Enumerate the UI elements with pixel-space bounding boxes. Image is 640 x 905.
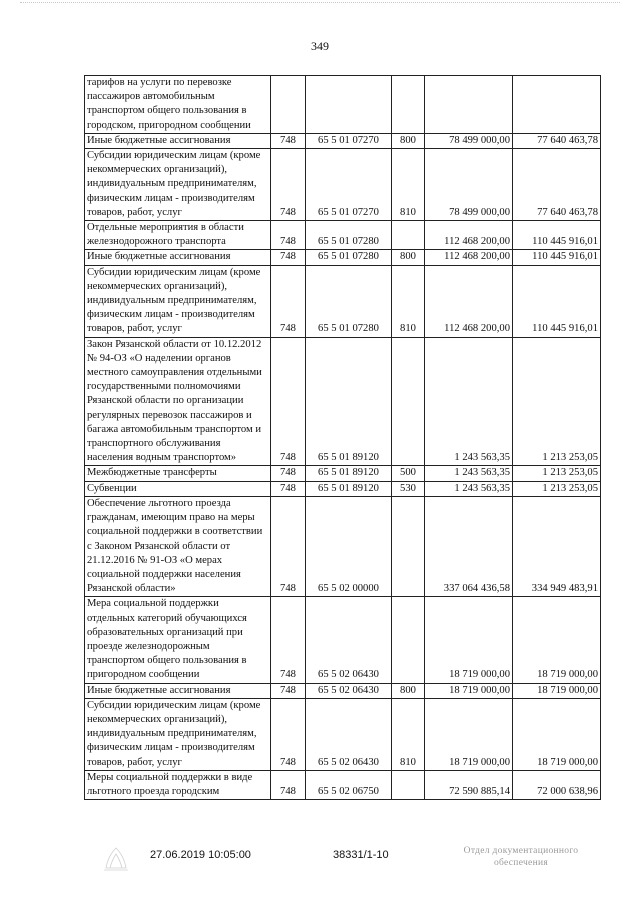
- footer-doc-number: 38331/1-10: [333, 849, 389, 861]
- table-row: [85, 770, 601, 799]
- cell-admin-code: 748: [271, 149, 306, 221]
- cell-name: Субвенции: [85, 481, 271, 496]
- cell-target-article: 65 5 02 00000: [306, 496, 392, 596]
- cell-expense-kind: 810: [392, 265, 425, 337]
- table-row: [85, 698, 601, 770]
- cell-amount-year2: 110 445 916,01: [513, 221, 601, 250]
- cell-expense-kind: [392, 221, 425, 250]
- cell-amount-year2: 18 719 000,00: [513, 698, 601, 770]
- cell-target-article: 65 5 02 06750: [306, 770, 392, 799]
- emblem-watermark: [96, 838, 136, 878]
- cell-amount-year1: [425, 76, 513, 134]
- table-row: [85, 597, 601, 683]
- cell-admin-code: 748: [271, 496, 306, 596]
- cell-amount-year2: 1 213 253,05: [513, 337, 601, 466]
- cell-amount-year1: 1 243 563,35: [425, 466, 513, 481]
- cell-target-article: 65 5 01 07280: [306, 221, 392, 250]
- cell-target-article: 65 5 01 89120: [306, 337, 392, 466]
- table-row: [85, 221, 601, 250]
- cell-name: Иные бюджетные ассигнования: [85, 133, 271, 148]
- cell-amount-year1: 18 719 000,00: [425, 597, 513, 683]
- table-row: [85, 76, 601, 134]
- cell-amount-year2: 110 445 916,01: [513, 265, 601, 337]
- cell-target-article: 65 5 01 07270: [306, 149, 392, 221]
- cell-admin-code: 748: [271, 133, 306, 148]
- cell-expense-kind: 500: [392, 466, 425, 481]
- cell-admin-code: 748: [271, 265, 306, 337]
- cell-amount-year1: 72 590 885,14: [425, 770, 513, 799]
- cell-expense-kind: [392, 337, 425, 466]
- cell-amount-year2: 77 640 463,78: [513, 149, 601, 221]
- cell-amount-year2: 77 640 463,78: [513, 133, 601, 148]
- cell-expense-kind: [392, 770, 425, 799]
- cell-admin-code: 748: [271, 466, 306, 481]
- cell-target-article: 65 5 02 06430: [306, 698, 392, 770]
- table-row: [85, 466, 601, 481]
- cell-admin-code: 748: [271, 698, 306, 770]
- cell-amount-year1: 18 719 000,00: [425, 683, 513, 698]
- cell-amount-year1: 78 499 000,00: [425, 149, 513, 221]
- cell-amount-year2: 1 213 253,05: [513, 466, 601, 481]
- cell-name: Отдельные мероприятия в области железнодорожного транспорта: [85, 221, 271, 250]
- cell-target-article: 65 5 01 89120: [306, 481, 392, 496]
- cell-name: Субсидии юридическим лицам (кроме некоммерческих организаций), индивидуальным предпринимателям, физическим лицам - производителям товаров, работ, услуг: [85, 265, 271, 337]
- table-row: [85, 149, 601, 221]
- table-row: [85, 250, 601, 265]
- budget-table-container: [84, 75, 600, 800]
- footer-stamp: [446, 845, 596, 869]
- cell-amount-year2: 1 213 253,05: [513, 481, 601, 496]
- cell-target-article: [306, 76, 392, 134]
- cell-amount-year2: 334 949 483,91: [513, 496, 601, 596]
- cell-name: Субсидии юридическим лицам (кроме некоммерческих организаций), индивидуальным предпринимателям, физическим лицам - производителям товаров, работ, услуг: [85, 698, 271, 770]
- cell-expense-kind: 810: [392, 698, 425, 770]
- cell-amount-year1: 112 468 200,00: [425, 221, 513, 250]
- cell-amount-year2: 72 000 638,96: [513, 770, 601, 799]
- budget-table-body: [85, 76, 601, 800]
- cell-expense-kind: 800: [392, 133, 425, 148]
- cell-amount-year2: 18 719 000,00: [513, 597, 601, 683]
- table-row: [85, 133, 601, 148]
- cell-expense-kind: 800: [392, 683, 425, 698]
- cell-amount-year2: 110 445 916,01: [513, 250, 601, 265]
- cell-name: Обеспечение льготного проезда гражданам, имеющим право на меры социальной поддержки в соответствии с Законом Рязанской области от 21.12.2016 № 91-ОЗ «О мерах социальной поддержки населения Рязанской области»: [85, 496, 271, 596]
- cell-name: Иные бюджетные ассигнования: [85, 683, 271, 698]
- cell-expense-kind: [392, 76, 425, 134]
- cell-amount-year1: 1 243 563,35: [425, 337, 513, 466]
- cell-admin-code: 748: [271, 481, 306, 496]
- cell-name: тарифов на услуги по перевозке пассажиров автомобильным транспортом общего пользования в городском, пригородном сообщении: [85, 76, 271, 134]
- cell-amount-year1: 112 468 200,00: [425, 250, 513, 265]
- cell-name: Межбюджетные трансферты: [85, 466, 271, 481]
- cell-expense-kind: 530: [392, 481, 425, 496]
- cell-target-article: 65 5 01 07280: [306, 250, 392, 265]
- cell-admin-code: 748: [271, 683, 306, 698]
- budget-table: [84, 75, 601, 800]
- footer-date: 27.06.2019 10:05:00: [150, 849, 251, 861]
- cell-admin-code: 748: [271, 250, 306, 265]
- cell-name: Меры социальной поддержки в виде льготного проезда городским: [85, 770, 271, 799]
- cell-target-article: 65 5 02 06430: [306, 597, 392, 683]
- cell-expense-kind: 800: [392, 250, 425, 265]
- cell-amount-year1: 337 064 436,58: [425, 496, 513, 596]
- cell-target-article: 65 5 02 06430: [306, 683, 392, 698]
- cell-admin-code: [271, 76, 306, 134]
- cell-name: Субсидии юридическим лицам (кроме некоммерческих организаций), индивидуальным предпринимателям, физическим лицам - производителям товаров, работ, услуг: [85, 149, 271, 221]
- table-row: [85, 337, 601, 466]
- cell-name: Закон Рязанской области от 10.12.2012 № 94-ОЗ «О наделении органов местного самоуправления отдельными государственными полномочиями Рязанской области по организации регулярных перевозок пассажиров и багажа автомобильным транспортом и транспортного обслуживания населения водным транспортом»: [85, 337, 271, 466]
- footer-stamp-line2: обеспечения: [493, 858, 549, 868]
- cell-admin-code: 748: [271, 337, 306, 466]
- cell-amount-year2: 18 719 000,00: [513, 683, 601, 698]
- cell-expense-kind: [392, 597, 425, 683]
- cell-expense-kind: 810: [392, 149, 425, 221]
- table-row: [85, 683, 601, 698]
- cell-amount-year2: [513, 76, 601, 134]
- cell-target-article: 65 5 01 07270: [306, 133, 392, 148]
- footer-stamp-line1: Отдел документационного: [463, 846, 579, 856]
- cell-amount-year1: 1 243 563,35: [425, 481, 513, 496]
- page-number: 349: [311, 39, 329, 53]
- cell-expense-kind: [392, 496, 425, 596]
- table-row: [85, 496, 601, 596]
- scan-edge-specks: [20, 2, 620, 7]
- cell-name: Иные бюджетные ассигнования: [85, 250, 271, 265]
- cell-amount-year1: 18 719 000,00: [425, 698, 513, 770]
- cell-target-article: 65 5 01 89120: [306, 466, 392, 481]
- table-row: [85, 481, 601, 496]
- cell-target-article: 65 5 01 07280: [306, 265, 392, 337]
- cell-amount-year1: 112 468 200,00: [425, 265, 513, 337]
- cell-admin-code: 748: [271, 770, 306, 799]
- cell-admin-code: 748: [271, 597, 306, 683]
- cell-name: Мера социальной поддержки отдельных категорий обучающихся образовательных организаций при проезде железнодорожным транспортом общего пользования в пригородном сообщении: [85, 597, 271, 683]
- cell-admin-code: 748: [271, 221, 306, 250]
- cell-amount-year1: 78 499 000,00: [425, 133, 513, 148]
- table-row: [85, 265, 601, 337]
